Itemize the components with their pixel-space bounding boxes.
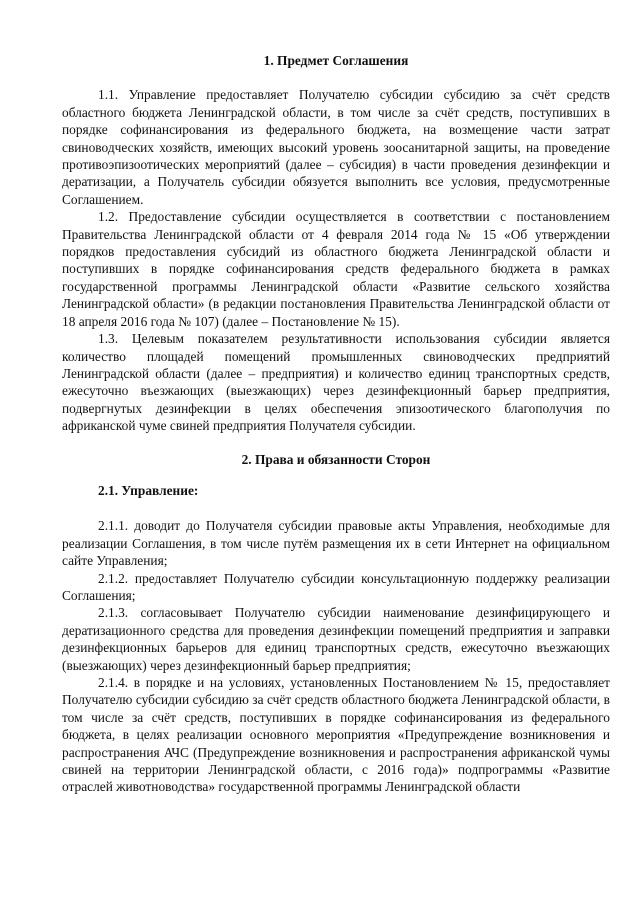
paragraph-1-2: 1.2. Предоставление субсидии осуществляется в соответствии с постановлением Правительства Ленинградской области от 4 февраля 2014 года № 15 «Об утверждении порядков предоставления субсидий из областного бюджета Ленинградской области и поступивших в порядке софинансирования средств федерального бюджета в рамках государственной программы Ленинградской области «Развитие сельского хозяйства Ленинградской области» (в редакции постановления Правительства Ленинградской области от 18 апреля 2016 года № 107) (далее – Постановление № 15). — [62, 209, 610, 329]
paragraph-2-1-1: 2.1.1. доводит до Получателя субсидии правовые акты Управления, необходимые для реализации Соглашения, в том числе путём размещения их в сети Интернет на официальном сайте Управления; — [62, 518, 610, 569]
document-page — [62, 52, 610, 796]
section-1-title: 1. Предмет Соглашения — [263, 53, 409, 68]
paragraph-2-1-3: 2.1.3. согласовывает Получателю субсидии наименование дезинфицирующего и дератизационного средства для проведения дезинфекции помещений предприятия и заправки дезинфекционных барьеров для единиц транспортных средств, ежесуточно въезжающих (выезжающих) через дезинфекционный барьер предприятия; — [62, 605, 610, 673]
paragraph-1-3: 1.3. Целевым показателем результативности использования субсидии является количество площадей помещений промышленных свиноводческих предприятий Ленинградской области (далее – предприятия) и количество единиц транспортных средств, ежесуточно въезжающих (выезжающих) через дезинфекционный барьер предприятия, подвергнутых дезинфекции в целях обеспечения эпизоотического благополучия по африканской чуме свиней предприятия Получателя субсидии. — [62, 331, 610, 434]
section-2-title: 2. Права и обязанности Сторон — [241, 451, 431, 467]
paragraph-2-1-2: 2.1.2. предоставляет Получателю субсидии консультационную поддержку реализации Соглашения; — [62, 570, 610, 603]
paragraph-1-1: 1.1. Управление предоставляет Получателю субсидии субсидию за счёт средств областного бюджета Ленинградской области, в том числе за счёт средств, поступивших в порядке софинансирования из федерального бюджета, на возмещение части затрат свиноводческих хозяйств, имеющих высокий уровень зоосанитарной защиты, на проведение противоэпизоотических мероприятий (далее – субсидия) в части проведения дезинфекции и дератизации, а Получатель субсидии обязуется выполнить все условия, предусмотренные Соглашением. — [62, 87, 610, 207]
subsection-2-1-title: 2.1. Управление: — [98, 482, 199, 498]
paragraph-2-1-4: 2.1.4. в порядке и на условиях, установленных Постановлением № 15, предоставляет Получателю субсидии субсидию за счёт средств областного бюджета Ленинградской области, в том числе за счёт средств, поступивших в порядке софинансирования из федерального бюджета, в целях реализации основного мероприятия «Предупреждение возникновения и распространения АЧС (Предупреждение возникновения и распространения африканской чумы свиней на территории Ленинградской области, с 2016 года)» подпрограммы «Развитие отраслей животноводства» государственной программы Ленинградской области — [62, 675, 610, 795]
